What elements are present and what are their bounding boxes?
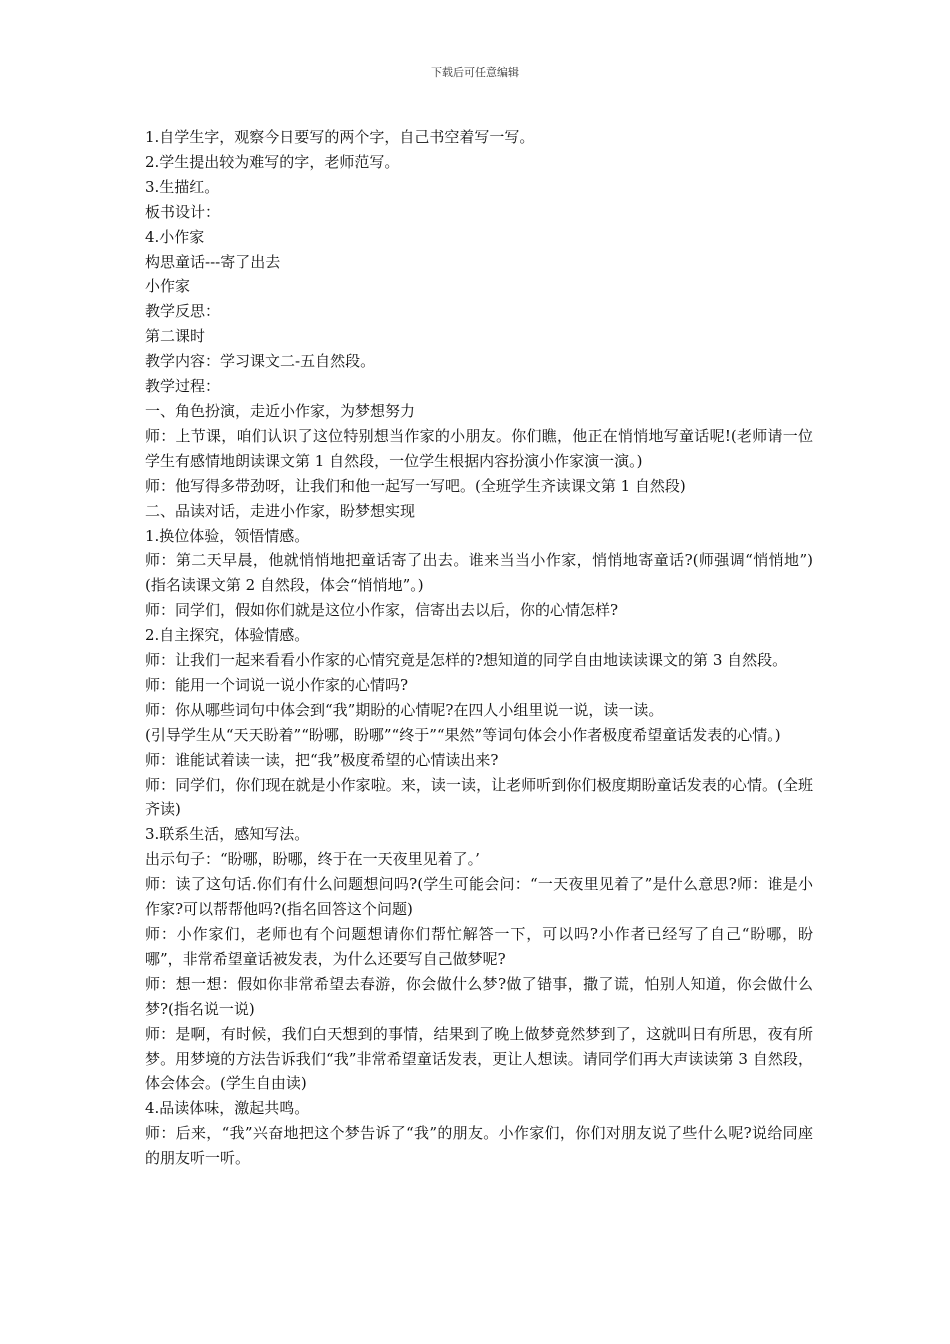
paragraph: 师：后来，“我”兴奋地把这个梦告诉了“我”的朋友。小作家们，你们对朋友说了些什么呢?说给同座的朋友听一听。 [145,1124,813,1168]
paragraph: 师：是啊，有时候，我们白天想到的事情，结果到了晚上做梦竟然梦到了，这就叫日有所思，夜有所梦。用梦境的方法告诉我们“我”非常希望童话发表，更让人想读。请同学们再大声读读第 3 自然段，体会体会。(学生自由读) [145,1024,813,1093]
paragraph: 师：想一想：假如你非常希望去春游，你会做什么梦?做了错事，撒了谎，怕别人知道，你会做什么梦?(指名说一说) [145,974,813,1018]
paragraph: 2.学生提出较为难写的字，老师范写。 [145,152,400,171]
paragraph: 构思童话---寄了出去 [145,252,281,271]
document-body [145,125,813,1171]
paragraph: 师：上节课，咱们认识了这位特别想当作家的小朋友。你们瞧，他正在悄悄地写童话呢!(老师请一位学生有感情地朗读课文第 1 自然段，一位学生根据内容扮演小作家演一演。) [145,426,813,470]
paragraph: 教学过程： [145,377,221,396]
paragraph: 4.小作家 [145,227,205,246]
paragraph: 师：你从哪些词句中体会到“我”期盼的心情呢?在四人小组里说一说，读一读。 [145,700,664,719]
paragraph: 1.换位体验，领悟情感。 [145,526,310,545]
paragraph: 师：第二天早晨，他就悄悄地把童话寄了出去。谁来当当小作家，悄悄地寄童话?(师强调“悄悄地”)(指名读课文第 2 自然段，体会“悄悄地”。) [145,551,813,595]
paragraph: 师：小作家们，老师也有个问题想请你们帮忙解答一下，可以吗?小作者已经写了自己“盼哪，盼哪”，非常希望童话被发表，为什么还要写自己做梦呢? [145,925,813,968]
paragraph: 师：他写得多带劲呀，让我们和他一起写一写吧。(全班学生齐读课文第 1 自然段) [145,476,686,495]
paragraph: 教学内容：学习课文二-五自然段。 [145,352,376,371]
paragraph: 师：谁能试着读一读，把“我”极度希望的心情读出来? [145,750,499,769]
paragraph: 3.联系生活，感知写法。 [145,825,310,844]
paragraph: (引导学生从“天天盼着”“盼哪，盼哪”“终于”“果然”等词句体会小作者极度希望童话发表的心情。) [145,725,781,744]
paragraph: 师：同学们，假如你们就是这位小作家，信寄出去以后，你的心情怎样? [145,601,619,620]
paragraph: 教学反思： [145,302,221,321]
paragraph: 师：让我们一起来看看小作家的心情究竟是怎样的?想知道的同学自由地读读课文的第 3 自然段。 [145,651,788,670]
paragraph: 1.自学生字，观察今日要写的两个字，自己书空着写一写。 [145,128,535,146]
paragraph: 一、角色扮演，走近小作家，为梦想努力 [145,401,416,420]
paragraph: 师：能用一个词说一说小作家的心情吗? [145,675,409,694]
paragraph: 小作家 [145,277,191,296]
paragraph: 第二课时 [145,327,206,346]
paragraph: 2.自主探究，体验情感。 [145,626,310,645]
page-header: 下载后可任意编辑 [431,66,519,79]
paragraph: 二、品读对话，走进小作家，盼梦想实现 [145,501,416,520]
paragraph: 3.生描红。 [145,177,220,196]
paragraph: 4.品读体味，激起共鸣。 [145,1099,310,1118]
paragraph: 板书设计： [145,202,221,221]
paragraph: 师：读了这句话.你们有什么问题想问吗?(学生可能会问：“一天夜里见着了”是什么意思?师：谁是小作家?可以帮帮他吗?(指名回答这个问题) [145,875,813,919]
paragraph: 师：同学们，你们现在就是小作家啦。来，读一读，让老师听到你们极度期盼童话发表的心情。(全班齐读) [145,775,813,819]
paragraph: 出示句子：“盼哪，盼哪，终于在一天夜里见着了。’ [145,850,480,869]
